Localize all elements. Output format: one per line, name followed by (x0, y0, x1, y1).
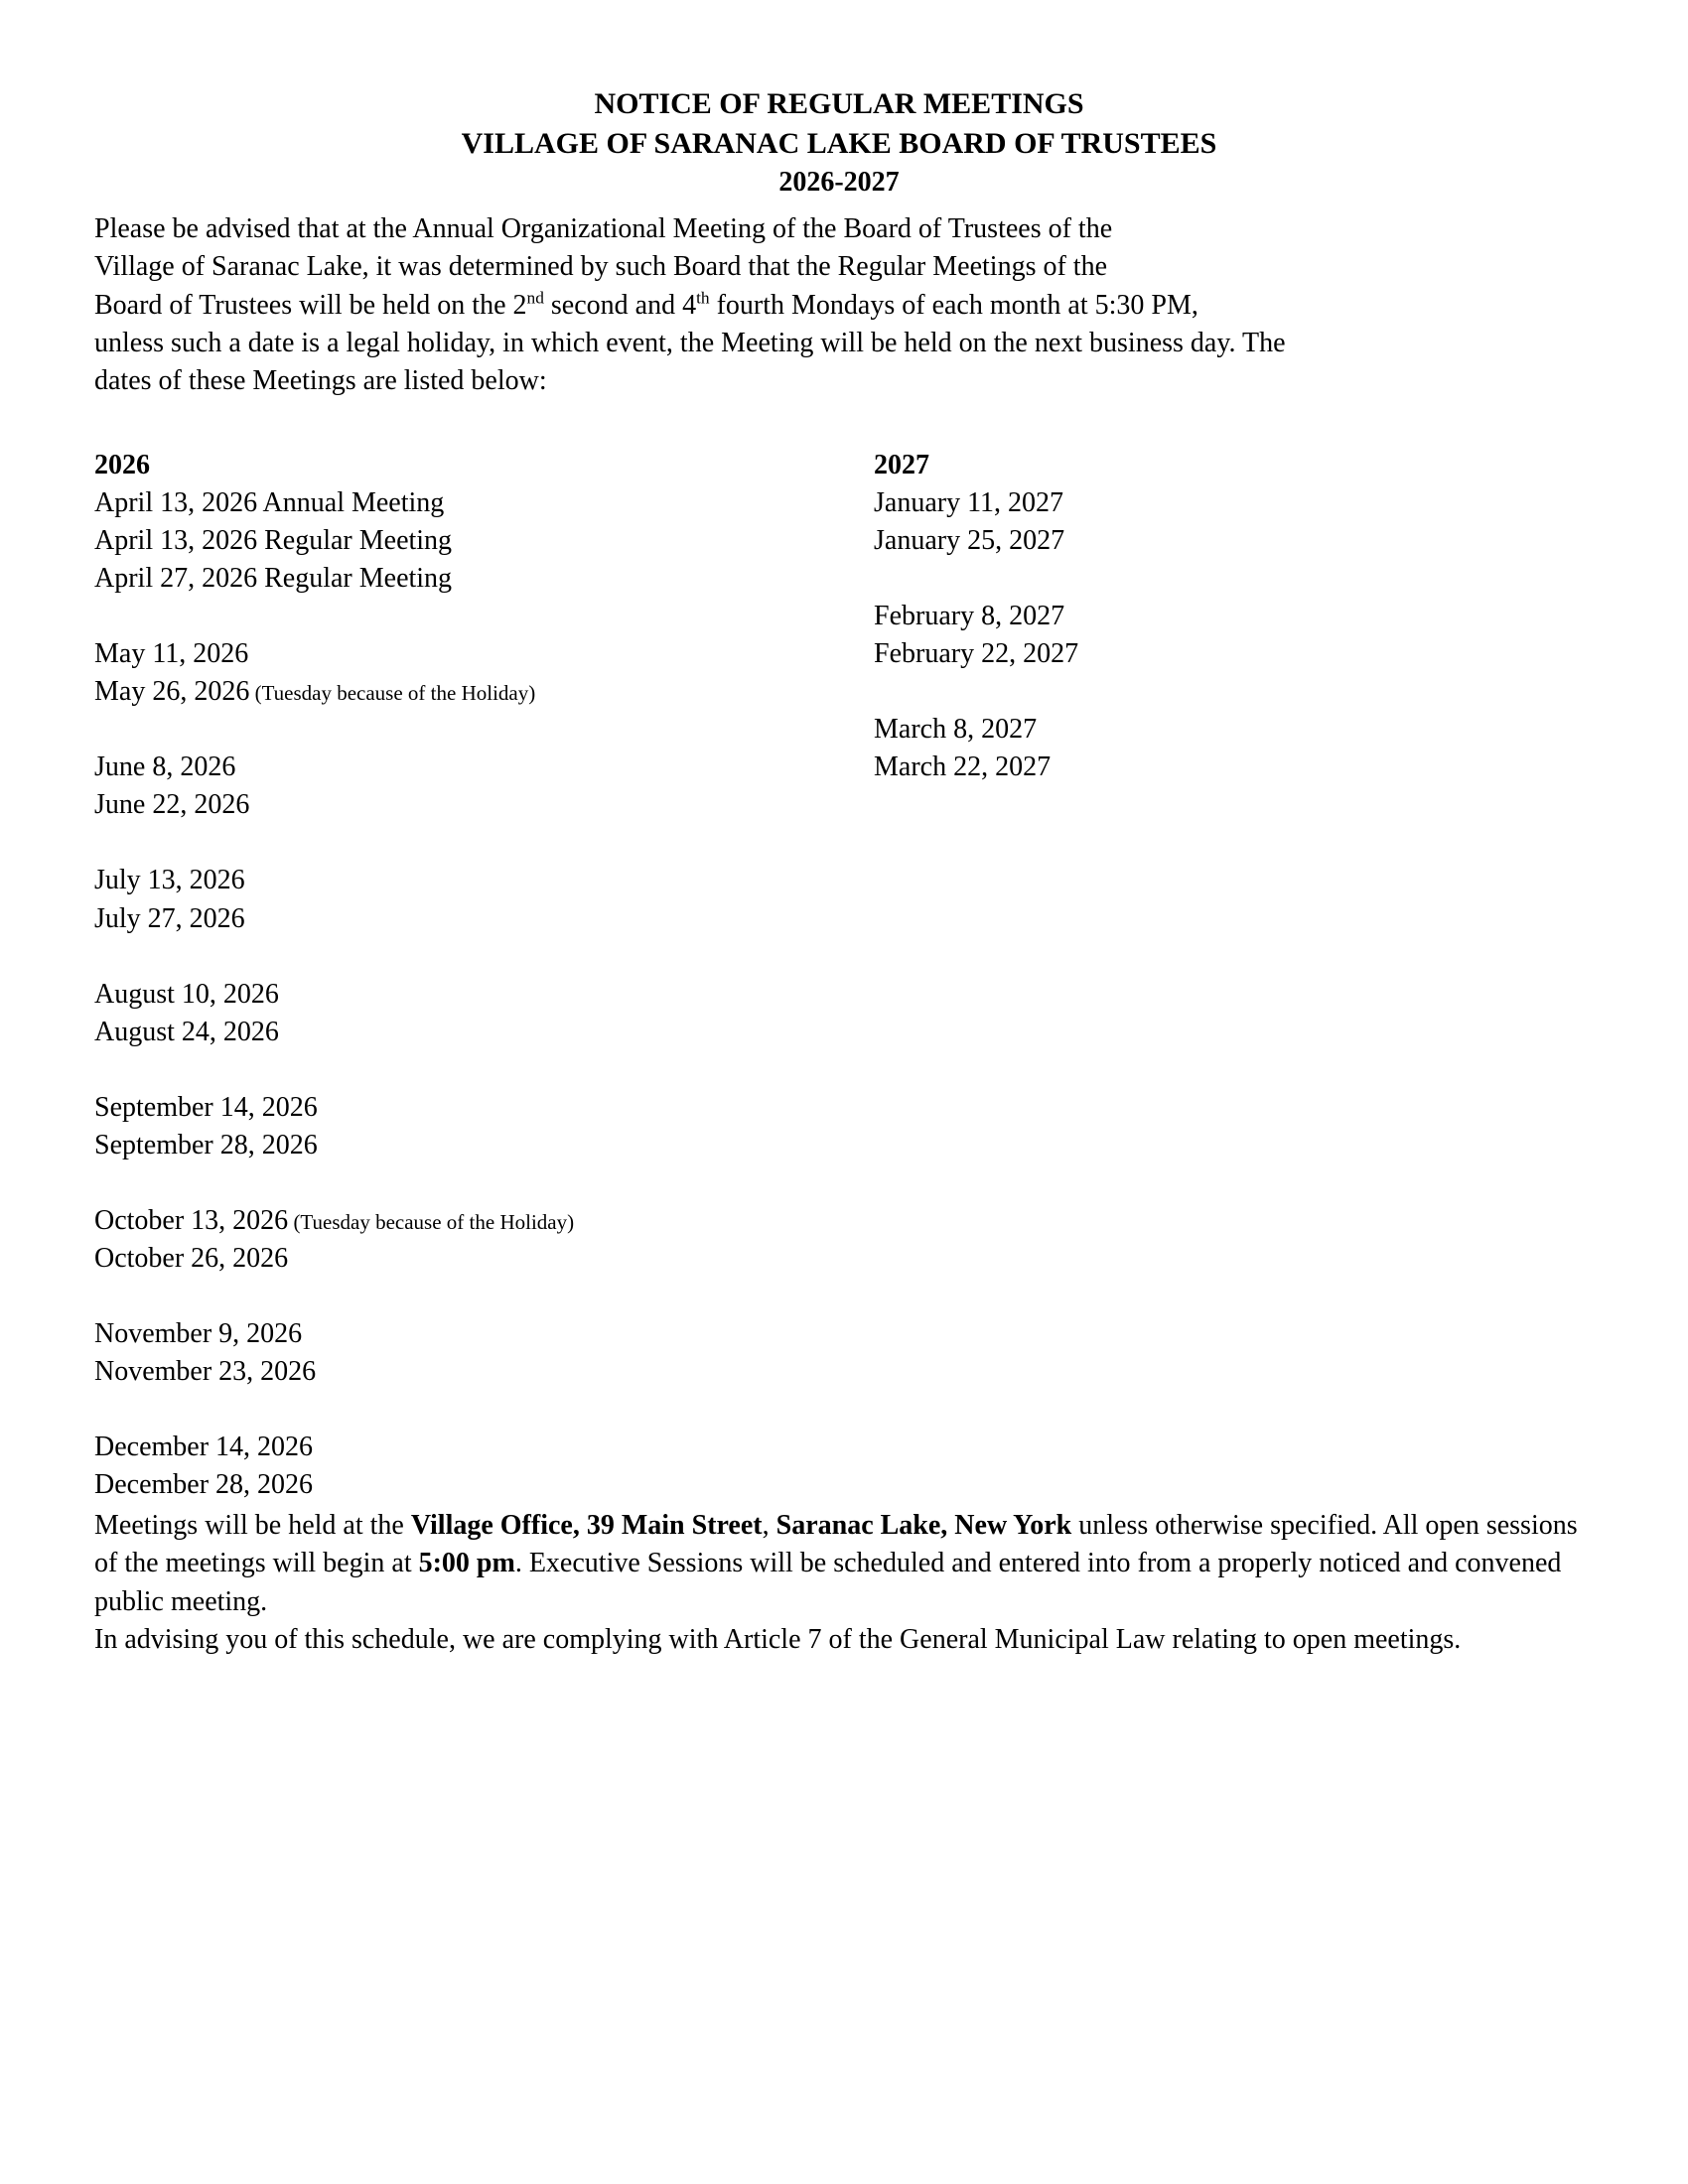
intro-line-2: Village of Saranac Lake, it was determined by such Board that the Regular Meetings of the (94, 251, 1107, 283)
meeting-date-note: (Tuesday because of the Holiday) (288, 1209, 575, 1234)
meeting-date-text: April 13, 2026 Annual Meeting (94, 486, 445, 518)
schedule-column-2026 (94, 447, 829, 1505)
intro-paragraph (94, 210, 1584, 401)
meeting-date-row (94, 560, 829, 598)
closing-bold-time: 5:00 pm (418, 1548, 515, 1579)
intro-line-1: Please be advised that at the Annual Organizational Meeting of the Board of Trustees of the (94, 213, 1113, 245)
meeting-date-text: April 27, 2026 Regular Meeting (94, 563, 453, 595)
meeting-date-row (94, 635, 829, 673)
intro-line-3-part-a: Board of Trustees will be held on the 2 (94, 289, 527, 321)
meeting-date-row (94, 1089, 829, 1127)
meeting-date-row (94, 1014, 829, 1051)
meeting-date-text: October 13, 2026 (94, 1204, 289, 1236)
meeting-date-row (874, 522, 1529, 560)
meeting-date-row (94, 1353, 829, 1391)
schedule-groups-2027 (874, 484, 1529, 786)
closing-text-a: Meetings will be held at the (94, 1509, 411, 1541)
schedule-group-gap (94, 1391, 829, 1429)
document-body (94, 84, 1584, 1659)
meeting-date-text: June 8, 2026 (94, 751, 236, 783)
meeting-date-row (94, 1315, 829, 1353)
meeting-date-text: March 22, 2027 (874, 751, 1052, 783)
meeting-date-text: July 13, 2026 (94, 865, 245, 896)
meeting-date-row (94, 1202, 829, 1240)
meeting-date-row (94, 522, 829, 560)
schedule-group-gap (94, 1051, 829, 1089)
meeting-date-text: May 26, 2026 (94, 676, 250, 708)
closing-text-g: . Executive Sessions will be scheduled and entered into from a properly noticed and convened public meeting. (94, 1548, 1562, 1617)
meeting-date-note: (Tuesday because of the Holiday) (249, 681, 536, 706)
meeting-date-text: January 25, 2027 (874, 524, 1065, 556)
meeting-date-row (94, 786, 829, 824)
meeting-date-text: August 10, 2026 (94, 978, 279, 1010)
superscript-nd: nd (526, 288, 544, 308)
meeting-date-row (94, 1240, 829, 1278)
meeting-date-row (94, 1127, 829, 1164)
meeting-date-text: September 14, 2026 (94, 1091, 318, 1123)
intro-line-4: unless such a date is a legal holiday, in which event, the Meeting will be held on the next business day. The (94, 328, 1286, 359)
meeting-date-text: November 23, 2026 (94, 1356, 317, 1388)
schedule-groups-2026 (94, 484, 829, 1504)
meeting-date-row (94, 900, 829, 938)
schedule-group-gap (94, 938, 829, 976)
meeting-date-text: January 11, 2027 (874, 486, 1064, 518)
schedule-group-gap (94, 711, 829, 749)
closing-paragraphs (94, 1507, 1584, 1659)
meeting-date-text: September 28, 2026 (94, 1129, 318, 1160)
schedule-group-gap (874, 560, 1529, 598)
closing-bold-city: Saranac Lake, New York (775, 1509, 1072, 1541)
meeting-date-row (94, 976, 829, 1014)
schedule-group-gap (94, 1164, 829, 1202)
superscript-th: th (696, 288, 710, 308)
schedule-column-2027 (874, 447, 1529, 787)
schedule-group-gap (94, 598, 829, 635)
schedule-group-gap (94, 824, 829, 862)
schedule-group-gap (94, 1278, 829, 1315)
intro-line-3 (94, 287, 1584, 325)
title-line-years: 2026-2027 (778, 166, 900, 198)
meeting-date-text: February 8, 2027 (874, 601, 1065, 632)
column-heading-2027: 2027 (874, 449, 929, 480)
meeting-date-row (94, 862, 829, 899)
meeting-date-text: March 8, 2027 (874, 714, 1038, 746)
schedule-group-gap (874, 673, 1529, 711)
meeting-date-text: April 13, 2026 Regular Meeting (94, 524, 453, 556)
meeting-date-text: October 26, 2026 (94, 1242, 289, 1274)
meeting-date-text: May 11, 2026 (94, 638, 249, 670)
meeting-date-row (94, 1466, 829, 1504)
title-line-village: VILLAGE OF SARANAC LAKE BOARD OF TRUSTEES (461, 126, 1217, 160)
meeting-date-row (94, 1429, 829, 1466)
meeting-date-text: December 14, 2026 (94, 1432, 314, 1463)
closing-bold-office: Village Office, 39 Main Street (410, 1509, 763, 1541)
title-line-notice: NOTICE OF REGULAR MEETINGS (594, 87, 1084, 120)
closing-text-e: unless otherwise specified. All open sessions of the meetings will begin at (94, 1509, 1578, 1579)
meeting-date-row (94, 484, 829, 522)
document-title-block (94, 84, 1584, 201)
meeting-date-text: June 22, 2026 (94, 789, 250, 821)
closing-paragraph-location (94, 1507, 1584, 1621)
meeting-date-text: July 27, 2026 (94, 902, 245, 934)
closing-paragraph-law: In advising you of this schedule, we are complying with Article 7 of the General Municipal Law relating to open meetings. (94, 1623, 1462, 1655)
closing-text-c: , (762, 1509, 776, 1541)
intro-line-5: dates of these Meetings are listed below: (94, 365, 547, 397)
meeting-date-row (94, 673, 829, 711)
meeting-date-row (874, 711, 1529, 749)
meeting-date-row (94, 749, 829, 786)
meeting-schedule (94, 447, 1584, 1499)
meeting-date-row (874, 598, 1529, 635)
meeting-date-row (874, 484, 1529, 522)
meeting-date-row (874, 749, 1529, 786)
intro-line-3-part-b: second and 4 (543, 289, 697, 321)
meeting-date-text: November 9, 2026 (94, 1318, 303, 1350)
intro-line-3-part-c: fourth Mondays of each month at 5:30 PM, (709, 289, 1198, 321)
meeting-date-text: August 24, 2026 (94, 1016, 279, 1047)
meeting-date-row (874, 635, 1529, 673)
meeting-date-text: February 22, 2027 (874, 638, 1079, 670)
column-heading-2026: 2026 (94, 449, 150, 480)
meeting-date-text: December 28, 2026 (94, 1469, 314, 1501)
